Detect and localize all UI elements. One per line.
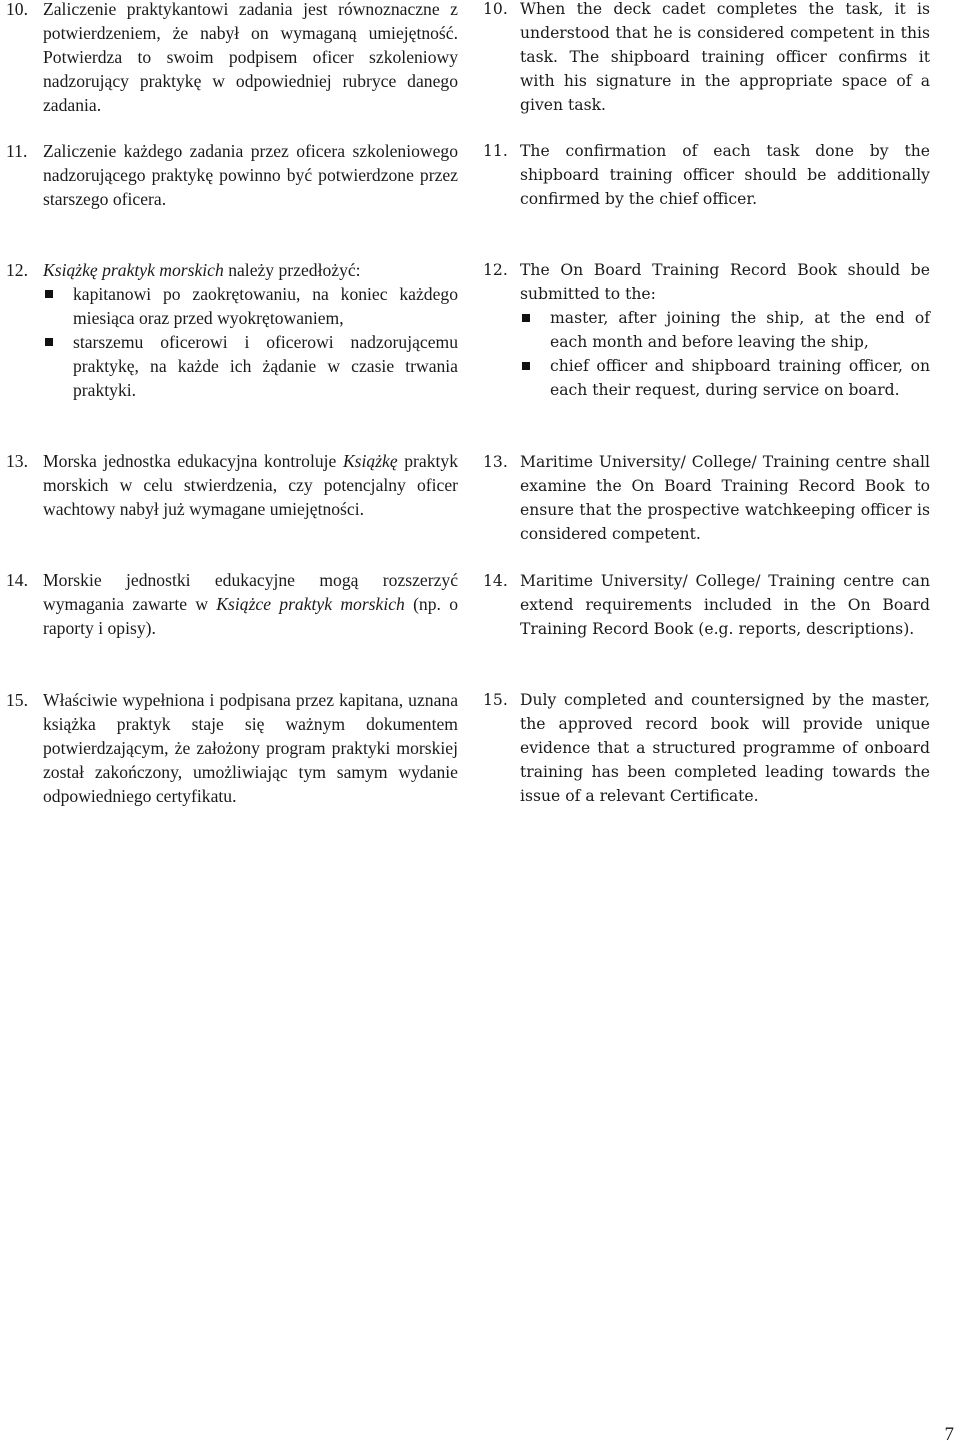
item-number: 12. xyxy=(483,261,508,279)
item-body xyxy=(520,450,930,546)
bullet-item: kapitanowi po zaokrętowaniu, na koniec każdego miesiąca oraz przed wyokrętowaniem, xyxy=(43,282,458,330)
item-body xyxy=(520,688,930,808)
item-body xyxy=(520,258,930,402)
page-number: 7 xyxy=(944,1424,954,1445)
bullet-item: starszemu oficerowi i oficerowi nadzorującemu praktykę, na każde ich żądanie w czasie trwania praktyki. xyxy=(43,330,458,402)
text-part: Morska jednostka edukacyjna kontroluje xyxy=(43,451,343,471)
item-text xyxy=(43,449,458,521)
item-intro xyxy=(43,258,458,282)
item-text: Zaliczenie praktykantowi zadania jest równoznaczne z potwierdzeniem, że nabył on wymaganą umiejętność. Potwierdza to swoim podpisem oficer szkoleniowy nadzorujący praktykę w odpowiedniej rubryce danego zadania. xyxy=(43,0,458,115)
book-title: Książce praktyk morskich xyxy=(216,594,405,614)
en-item-12 xyxy=(483,258,930,402)
en-item-13 xyxy=(483,450,930,546)
item-text: Duly completed and countersigned by the master, the approved record book will provide unique evidence that a structured programme of onboard training has been completed leading towards the issue of a relevant Certificate. xyxy=(520,691,930,805)
pl-item-12 xyxy=(6,258,458,402)
item-body xyxy=(520,569,930,641)
item-body xyxy=(520,139,930,211)
item-number: 11. xyxy=(483,142,508,160)
pl-item-15 xyxy=(6,688,458,808)
item-text: Właściwie wypełniona i podpisana przez kapitana, uznana książka praktyk staje się ważnym dokumentem potwierdzającym, że założony program praktyki morskiej został zakończony, umożliwiając tym samym wydanie odpowiedniego certyfikatu. xyxy=(43,690,458,806)
item-number: 13. xyxy=(6,451,28,471)
en-item-11 xyxy=(483,139,930,211)
item-number: 15. xyxy=(6,690,28,710)
bullet-list xyxy=(520,306,930,402)
item-intro: The On Board Training Record Book should be submitted to the: xyxy=(520,261,930,303)
item-number: 10. xyxy=(6,0,28,19)
pl-item-13 xyxy=(6,449,458,521)
item-text: When the deck cadet completes the task, it is understood that he is considered competent in this task. The shipboard training officer confirms it with his signature in the appropriate space of a given task. xyxy=(520,0,930,114)
item-text: Maritime University/ College/ Training centre shall examine the On Board Training Record Book to ensure that the prospective watchkeeping officer is considered competent. xyxy=(520,453,930,543)
item-number: 11. xyxy=(6,141,28,161)
item-body xyxy=(43,449,458,521)
item-body xyxy=(43,0,458,117)
item-body xyxy=(43,258,458,402)
bullet-list xyxy=(43,282,458,402)
item-text: Zaliczenie każdego zadania przez oficera szkoleniowego nadzorującego praktykę powinno być potwierdzone przez starszego oficera. xyxy=(43,141,458,209)
text-part: (np. o raporty i opisy). xyxy=(43,594,458,638)
text-part: praktyk morskich w celu stwierdzenia, czy potencjalny oficer wachtowy nabył już wymagane umiejętności. xyxy=(43,451,458,519)
item-number: 14. xyxy=(483,572,508,590)
item-number: 12. xyxy=(6,260,28,280)
item-body xyxy=(43,568,458,640)
item-number: 13. xyxy=(483,453,508,471)
text-part: Morskie jednostki edukacyjne mogą rozszerzyć wymagania zawarte w xyxy=(43,570,458,614)
item-text: Maritime University/ College/ Training centre can extend requirements included in the On Board Training Record Book (e.g. reports, descriptions). xyxy=(520,572,930,638)
item-number: 14. xyxy=(6,570,28,590)
item-body xyxy=(43,688,458,808)
bullet-item: chief officer and shipboard training officer, on each their request, during service on board. xyxy=(520,354,930,402)
en-item-15 xyxy=(483,688,930,808)
intro-text: należy przedłożyć: xyxy=(223,260,361,280)
bullet-item: master, after joining the ship, at the end of each month and before leaving the ship, xyxy=(520,306,930,354)
book-title: Książkę praktyk morskich xyxy=(43,260,224,280)
en-item-14 xyxy=(483,569,930,641)
item-text: The confirmation of each task done by the shipboard training officer should be additionally confirmed by the chief officer. xyxy=(520,142,930,208)
pl-item-14 xyxy=(6,568,458,640)
en-item-10 xyxy=(483,0,930,117)
item-text xyxy=(43,568,458,640)
item-body xyxy=(520,0,930,117)
item-number: 15. xyxy=(483,691,508,709)
item-body xyxy=(43,139,458,211)
item-number: 10. xyxy=(483,0,508,18)
pl-item-10 xyxy=(6,0,458,117)
pl-item-11 xyxy=(6,139,458,211)
book-title: Książkę xyxy=(342,451,398,471)
